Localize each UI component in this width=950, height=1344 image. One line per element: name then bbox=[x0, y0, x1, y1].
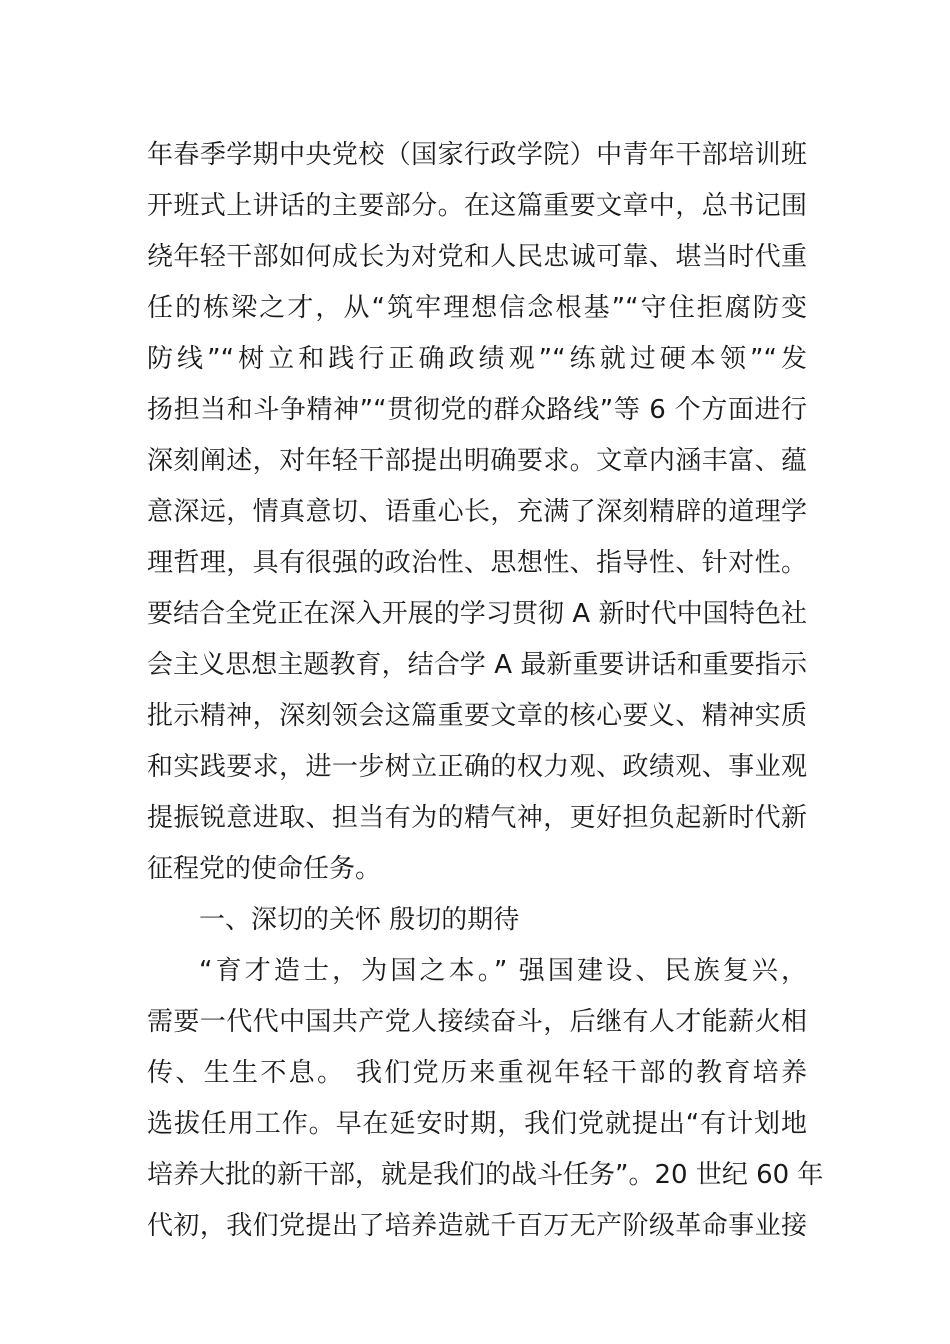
paragraph-line: 深刻阐述，对年轻干部提出明确要求。文章内涵丰富、蕴 bbox=[147, 446, 807, 476]
paragraph-line: 防线”“树立和践行正确政绩观”“练就过硬本领”“发 bbox=[147, 344, 807, 374]
paragraph-line: 批示精神，深刻领会这篇重要文章的核心要义、精神实质 bbox=[147, 701, 807, 731]
paragraph-line: 意深远，情真意切、语重心长，充满了深刻精辟的道理学 bbox=[147, 497, 807, 527]
paragraph-line: 绕年轻干部如何成长为对党和人民忠诚可靠、堪当时代重 bbox=[147, 242, 807, 272]
paragraph-line: 培养大批的新干部，就是我们的战斗任务”。20 世纪 60 年 bbox=[147, 1160, 824, 1190]
paragraph-line: “育才造士，为国之本。” 强国建设、民族复兴， bbox=[199, 956, 807, 986]
paragraph-line: 理哲理，具有很强的政治性、思想性、指导性、针对性。 bbox=[147, 548, 807, 578]
section-heading: 一、深切的关怀 殷切的期待 bbox=[199, 905, 520, 935]
paragraph-line: 开班式上讲话的主要部分。在这篇重要文章中，总书记围 bbox=[147, 191, 807, 221]
paragraph-line: 需要一代代中国共产党人接续奋斗，后继有人才能薪火相 bbox=[147, 1007, 807, 1037]
paragraph-line: 传、生生不息。 我们党历来重视年轻干部的教育培养 bbox=[147, 1058, 807, 1088]
paragraph-line: 代初，我们党提出了培养造就千百万无产阶级革命事业接 bbox=[147, 1211, 807, 1241]
paragraph-line: 扬担当和斗争精神”“贯彻党的群众路线”等 6 个方面进行 bbox=[147, 395, 807, 425]
paragraph-line: 要结合全党正在深入开展的学习贯彻 A 新时代中国特色社 bbox=[147, 599, 807, 629]
paragraph-line: 年春季学期中央党校（国家行政学院）中青年干部培训班 bbox=[147, 140, 807, 170]
paragraph-line: 提振锐意进取、担当有为的精气神，更好担负起新时代新 bbox=[147, 803, 807, 833]
paragraph-line: 任的栋梁之才，从“筑牢理想信念根基”“守住拒腐防变 bbox=[147, 293, 807, 323]
paragraph-line: 会主义思想主题教育，结合学 A 最新重要讲话和重要指示 bbox=[147, 650, 807, 680]
paragraph-line: 和实践要求，进一步树立正确的权力观、政绩观、事业观 bbox=[147, 752, 807, 782]
paragraph-line: 征程党的使命任务。 bbox=[147, 854, 382, 884]
paragraph-line: 选拔任用工作。早在延安时期，我们党就提出“有计划地 bbox=[147, 1109, 807, 1139]
